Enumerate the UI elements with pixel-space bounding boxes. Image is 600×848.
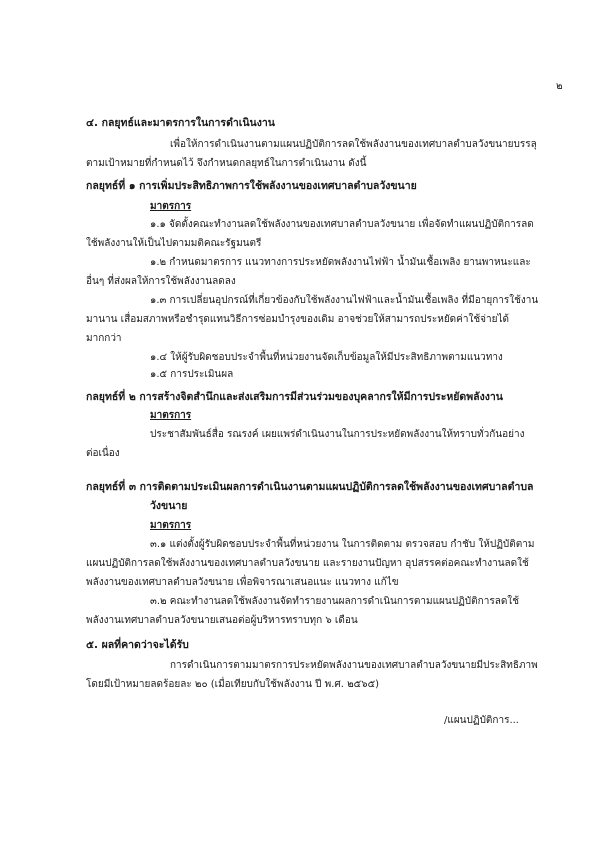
measure-1-3-line-2: มานาน เสื่อมสภาพหรือชำรุดแทนวิธีการซ่อมบำรุงของเดิม อาจช่วยให้สามารถประหยัดค่าใช้จ่ายได้	[86, 314, 510, 325]
section-4-intro-line-2: ตามเป้าหมายที่กำหนดไว้ จึงกำหนดกลยุทธ์ในการดำเนินงาน ดังนี้	[86, 158, 367, 169]
section-5-title: ๕. ผลที่คาดว่าจะได้รับ	[86, 639, 189, 651]
strategy-3-title-line-2: วังขนาย	[150, 500, 188, 512]
measure-1-2-line-2: อื่นๆ ที่ส่งผลให้การใช้พลังงานลดลง	[86, 276, 236, 287]
measure-1-3-line-1: ๑.๓ การเปลี่ยนอุปกรณ์ที่เกี่ยวข้องกับใช้พลังงานไฟฟ้าและน้ำมันเชื้อเพลิง ที่มีอายุการใช้งาน	[150, 295, 539, 306]
strategy-1-title: กลยุทธ์ที่ ๑ การเพิ่มประสิทธิภาพการใช้พลังงานของเทศบาลตำบลวังขนาย	[86, 180, 417, 192]
measure-1-2-line-1: ๑.๒ กำหนดมาตรการ แนวทางการประหยัดพลังงานไฟฟ้า น้ำมันเชื้อเพลิง ยานพาหนะและ	[150, 257, 531, 268]
measure-1-1-line-1: ๑.๑ จัดตั้งคณะทำงานลดใช้พลังงานของเทศบาลตำบลวังขนาย เพื่อจัดทำแผนปฏิบัติการลด	[150, 219, 534, 230]
measure-1-1-line-2: ใช้พลังงานให้เป็นไปตามมติคณะรัฐมนตรี	[86, 238, 262, 249]
continuation-note: /แผนปฏิบัติการ...	[444, 715, 519, 726]
strategy-3-title-line-1: กลยุทธ์ที่ ๓ การติดตามประเมินผลการดำเนินงานตามแผนปฏิบัติการลดใช้พลังงานของเทศบาลตำบล	[86, 481, 534, 493]
measure-3-1-line-1: ๓.๑ แต่งตั้งผู้รับผิดชอบประจำพื้นที่หน่วยงาน ในการติดตาม ตรวจสอบ กำชับ ให้ปฏิบัติตาม	[150, 539, 535, 550]
measure-3-1-line-3: พลังงานของเทศบาลตำบลวังขนาย เพื่อพิจารณาเสนอแนะ แนวทาง แก้ไข	[86, 577, 399, 588]
page-number: ๒	[556, 81, 563, 92]
strategy-2-measure-line-2: ต่อเนื่อง	[86, 448, 120, 459]
section-4-intro-line-1: เพื่อให้การดำเนินงานตามแผนปฏิบัติการลดใช้พลังงานของเทศบาลตำบลวังขนายบรรลุ	[170, 139, 537, 150]
strategy-2-measure-line-1: ประชาสัมพันธ์สื่อ รณรงค์ เผยแพร่ดำเนินงานในการประหยัดพลังงานให้ทราบทั่วกันอย่าง	[150, 429, 525, 440]
measure-3-1-line-2: แผนปฏิบัติการลดใช้พลังงานของเทศบาลตำบลวังขนาย และรายงานปัญหา อุปสรรคต่อคณะทำงานลดใช้	[86, 558, 529, 569]
strategy-2-measures-heading: มาตรการ	[150, 410, 192, 421]
measure-1-5: ๑.๕ การประเมินผล	[150, 369, 234, 380]
strategy-1-measures-heading: มาตรการ	[150, 201, 192, 212]
measure-3-2-line-1: ๓.๒ คณะทำงานลดใช้พลังงานจัดทำรายงานผลการดำเนินการตามแผนปฏิบัติการลดใช้	[150, 596, 519, 607]
measure-3-2-line-2: พลังงานเทศบาลตำบลวังขนายเสนอต่อผู้บริหารทราบทุก ๖ เดือน	[86, 615, 358, 626]
measure-1-4: ๑.๔ ให้ผู้รับผิดชอบประจำพื้นที่หน่วยงานจัดเก็บข้อมูลให้มีประสิทธิภาพตามแนวทาง	[150, 352, 503, 363]
strategy-2-title: กลยุทธ์ที่ ๒ การสร้างจิตสำนึกและส่งเสริมการมีส่วนร่วมของบุคลากรให้มีการประหยัดพลังงาน	[86, 391, 503, 403]
section-5-line-2: โดยมีเป้าหมายลดร้อยละ ๒๐ (เมื่อเทียบกับใช้พลังงาน ปี พ.ศ. ๒๕๖๕)	[86, 679, 380, 690]
section-4-title: ๔. กลยุทธ์และมาตรการในการดำเนินงาน	[86, 117, 275, 129]
section-5-line-1: การดำเนินการตามมาตรการประหยัดพลังงานของเทศบาลตำบลวังขนายมีประสิทธิภาพ	[170, 660, 538, 671]
measure-1-3-line-3: มากกว่า	[86, 333, 122, 344]
strategy-3-measures-heading: มาตรการ	[150, 520, 192, 531]
